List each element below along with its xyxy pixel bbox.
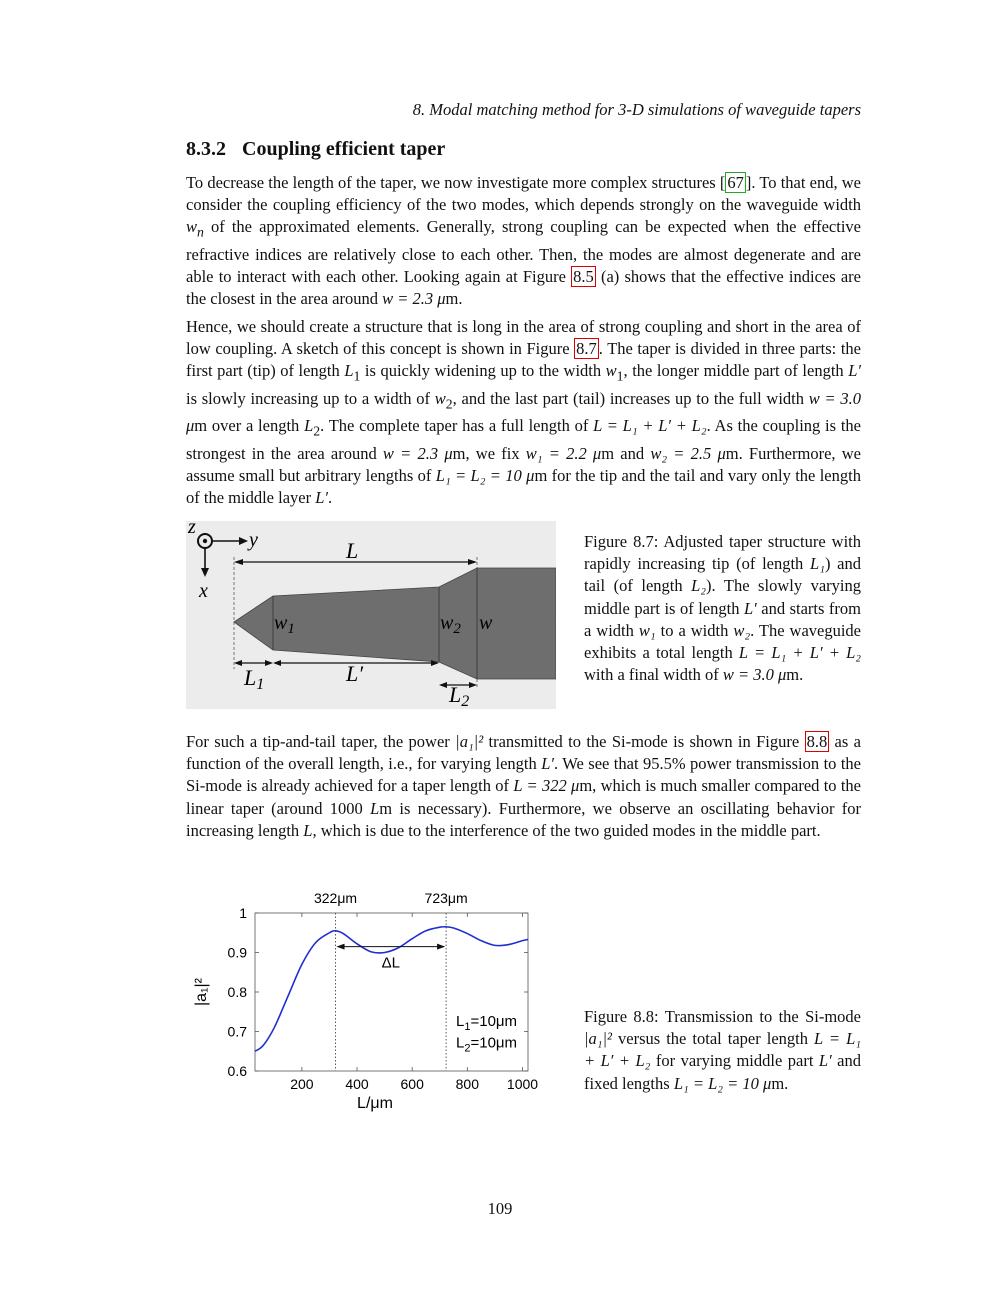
y-label: y — [249, 529, 258, 551]
L1-value-label: $L_1=10\mu m$ — [456, 1013, 518, 1034]
L1-label: L1 — [244, 665, 265, 693]
w2-label: $w_2$ — [440, 612, 461, 637]
running-header: 8. Modal matching method for 3-D simulations of waveguide tapers — [412, 100, 861, 119]
figure-8-7-caption: Figure 8.7: Adjusted taper structure with rapidly increasing tip (of length L₁) and tail (of length L₂). The slowly varying middle part is of length L′ and starts from a width w₁ to a width w₂. The waveguide exhibits a total length L = L₁ + L′ + L₂ with a final width of w = 3.0 μm. — [584, 532, 861, 685]
z-axis-dot-icon — [203, 539, 207, 543]
w-label: w — [479, 612, 493, 634]
L2-label: L2 — [449, 682, 470, 709]
chart-ticks — [228, 905, 539, 1092]
series-line — [255, 927, 528, 1052]
chart-reference-lines — [336, 913, 447, 1071]
x-axis-label: L/μm — [357, 1095, 393, 1112]
paragraph-2: Hence, we should create a structure that is long in the area of strong coupling and short in the area of low coupling. A sketch of this concept is shown in Figure 8.7 . The taper is divided in three parts: the first part (tip) of length $L_1$ is quickly widening up to the width $w_1$, the longer middle part of length L′ is slowly increasing up to a width of $w_2$, and the last part (tail) increases up to the full width w = 3.0 μm over a length $L_2$. The complete taper has a full length of L = L₁ + L′ + L₂. As the coupling is the strongest in the area around w = 2.3 μm, we fix w₁ = 2.2 μm and w₂ = 2.5 μm. Furthermore, we assume small but arbitrary lengths of L₁ = L₂ = 10 μm for the tip and the tail and vary only the length of the middle layer L′. — [186, 317, 862, 508]
y-tick-label: 0.9 — [227, 944, 247, 961]
Lprime-label: L′ — [346, 661, 364, 686]
figure-ref-link[interactable]: 8.5 — [573, 267, 594, 287]
section-number: 8.3.2 — [186, 138, 226, 160]
top-label-723: 723μm — [424, 890, 468, 906]
x-tick-label: 200 — [290, 1076, 314, 1092]
y-tick-label: 0.6 — [227, 1063, 247, 1079]
x-tick-label: 600 — [400, 1076, 424, 1092]
page-number: 109 — [487, 1199, 513, 1218]
x-tick-label: 400 — [345, 1076, 369, 1092]
delta-L-label: ΔL — [381, 954, 400, 972]
taper-sketch-figure — [186, 519, 556, 709]
y-axis-label: |a₁|² — [193, 978, 210, 1006]
y-tick-label: 1 — [239, 905, 247, 921]
paragraph-3: For such a tip-and-tail taper, the power |a₁|² transmitted to the Si-mode is shown in Figure 8.8 as a function of the overall length, i.e., for varying length L′. We see that 95.5% power transmission to the Si-mode is already achieved for a taper length of L = 322 μm, which is much smaller compared to the linear taper (around 1000 Lm is necessary). Furthermore, we observe an oscillating behavior for increasing length L, which is due to the interference of the two guided modes in the middle part. — [186, 732, 862, 840]
x-tick-label: 800 — [455, 1076, 480, 1092]
y-tick-label: 0.8 — [227, 984, 247, 1000]
citation-link[interactable]: 67 — [727, 173, 744, 192]
chart-annotations — [314, 890, 517, 1055]
paragraph-1: To decrease the length of the taper, we now investigate more complex structures [ 67 ]. To that end, we consider the coupling efficiency of the two modes, which depends strongly on the waveguide width $w_n$ of the approximated elements. Generally, strong coupling can be expected when the effective refractive indices are relatively close to each other. Then, the modes are almost degenerate and are able to interact with each other. Looking again at Figure 8.5 (a) shows that the effective indices are the closest in the area around w = 2.3 μm. — [186, 173, 861, 309]
L-label: L — [346, 538, 359, 563]
section-title — [186, 138, 445, 161]
x-tick-label: 1000 — [506, 1076, 539, 1092]
x-label: x — [199, 580, 208, 602]
section-heading: Coupling efficient taper — [242, 138, 446, 160]
transmission-chart — [186, 885, 556, 1125]
figure-ref-link[interactable]: 8.7 — [576, 339, 597, 359]
delta-arrow-left-icon — [337, 944, 345, 950]
L2-value-label: $L_2=10\mu m$ — [456, 1034, 518, 1055]
top-label-322: 322μm — [313, 890, 358, 906]
figure-8-8-caption: Figure 8.8: Transmission to the Si-mode |a₁|² versus the total taper length L = L₁ + L′ + L₂ for varying middle part L′ and fixed lengths L₁ = L₂ = 10 μm. — [584, 1007, 862, 1093]
w1-label: $w_1$ — [274, 612, 295, 637]
y-tick-label: 0.7 — [227, 1023, 247, 1040]
figure-ref-link[interactable]: 8.8 — [806, 732, 828, 751]
delta-arrow-right-icon — [437, 944, 445, 950]
z-label: z — [188, 519, 196, 538]
